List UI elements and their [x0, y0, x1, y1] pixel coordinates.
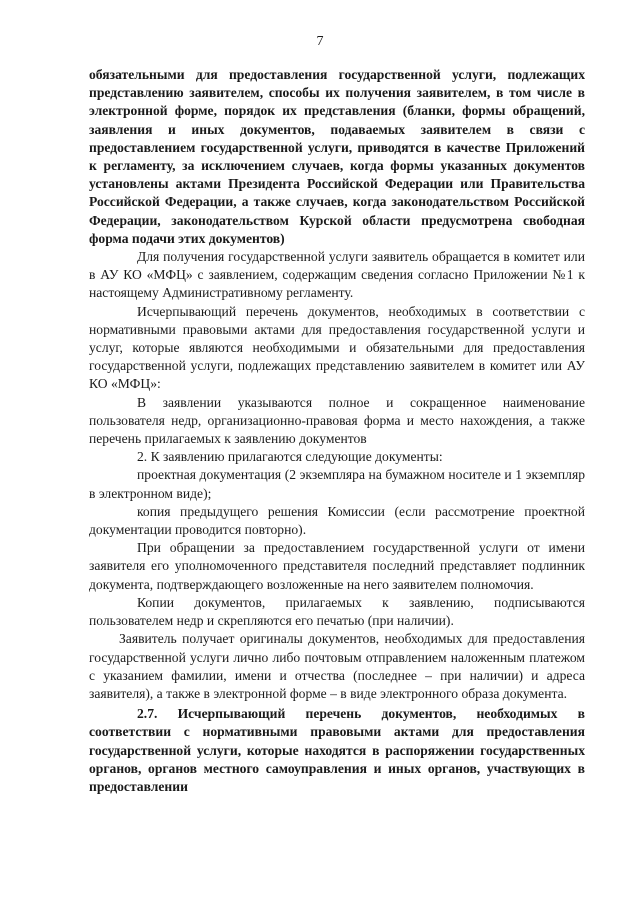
paragraph-documents-list-intro: Исчерпывающий перечень документов, необходимых в соответствии с нормативными правовыми актами для предоставления государственной услуги и услуг, которые являются необходимыми и обязательными для предоставления государственной услуги, подлежащих представлению заявителем в комитет или АУ КО «МФЦ»: [89, 303, 585, 392]
paragraph-application-contents: В заявлении указываются полное и сокращенное наименование пользователя недр, организационно-правовая форма и место нахождения, а также перечень прилагаемых к заявлению документов [89, 394, 585, 447]
paragraph-copies-signed: Копии документов, прилагаемых к заявлению, подписываются пользователем недр и скрепляются его печатью (при наличии). [89, 594, 585, 629]
paragraph-representative: При обращении за предоставлением государственной услуги от имени заявителя его уполномоченного представителя последний представляет подлинник документа, подтверждающего возложенные на него заявителем полномочия. [89, 540, 585, 592]
list-item-project-documentation: проектная документация (2 экземпляра на бумажном носителе и 1 экземпляр в электронном виде); [89, 467, 585, 501]
section-heading-continuation: обязательными для предоставления государственной услуги, подлежащих представлению заявителем, способы их получения заявителем, в том числе в электронной форме, порядок их представления (бланки, формы обращений, заявления и иных документов, подаваемых заявителем в связи с предоставлением государственной услуги, приводятся в качестве Приложений к регламенту, за исключением случаев, когда формы указанных документов установлены актами Президента Российской Федерации или Правительства Российской Федерации, а также случаев, когда законодательством Российской Федерации, законодательством Курской области предусмотрена свободная форма подачи этих документов) [89, 67, 585, 246]
list-item-previous-decision-copy: копия предыдущего решения Комиссии (если рассмотрение проектной документации проводится повторно). [89, 503, 585, 538]
paragraph-originals-returned: Заявитель получает оригиналы документов, необходимых для предоставления государственной услуги лично либо почтовым отправлением наложенным платежом с указанием фамилии, имени и отчества (последнее – при наличии) и адреса заявителя), а также в электронной форме – в виде электронного образа документа. [89, 631, 585, 701]
paragraph-attachments-heading: 2. К заявлению прилагаются следующие документы: [137, 449, 443, 465]
document-body [89, 66, 585, 796]
page-number: 7 [316, 34, 324, 49]
paragraph-application-submission: Для получения государственной услуги заявитель обращается в комитет или в АУ КО «МФЦ» с заявлением, содержащим сведения согласно Приложении №1 к настоящему Административному регламенту. [89, 249, 585, 301]
section-heading-2-7: 2.7. Исчерпывающий перечень документов, необходимых в соответствии с нормативными правовыми актами для предоставления государственной услуги, которые находятся в распоряжении государственных органов, органов местного самоуправления и иных органов, участвующих в предоставлении [89, 706, 585, 794]
